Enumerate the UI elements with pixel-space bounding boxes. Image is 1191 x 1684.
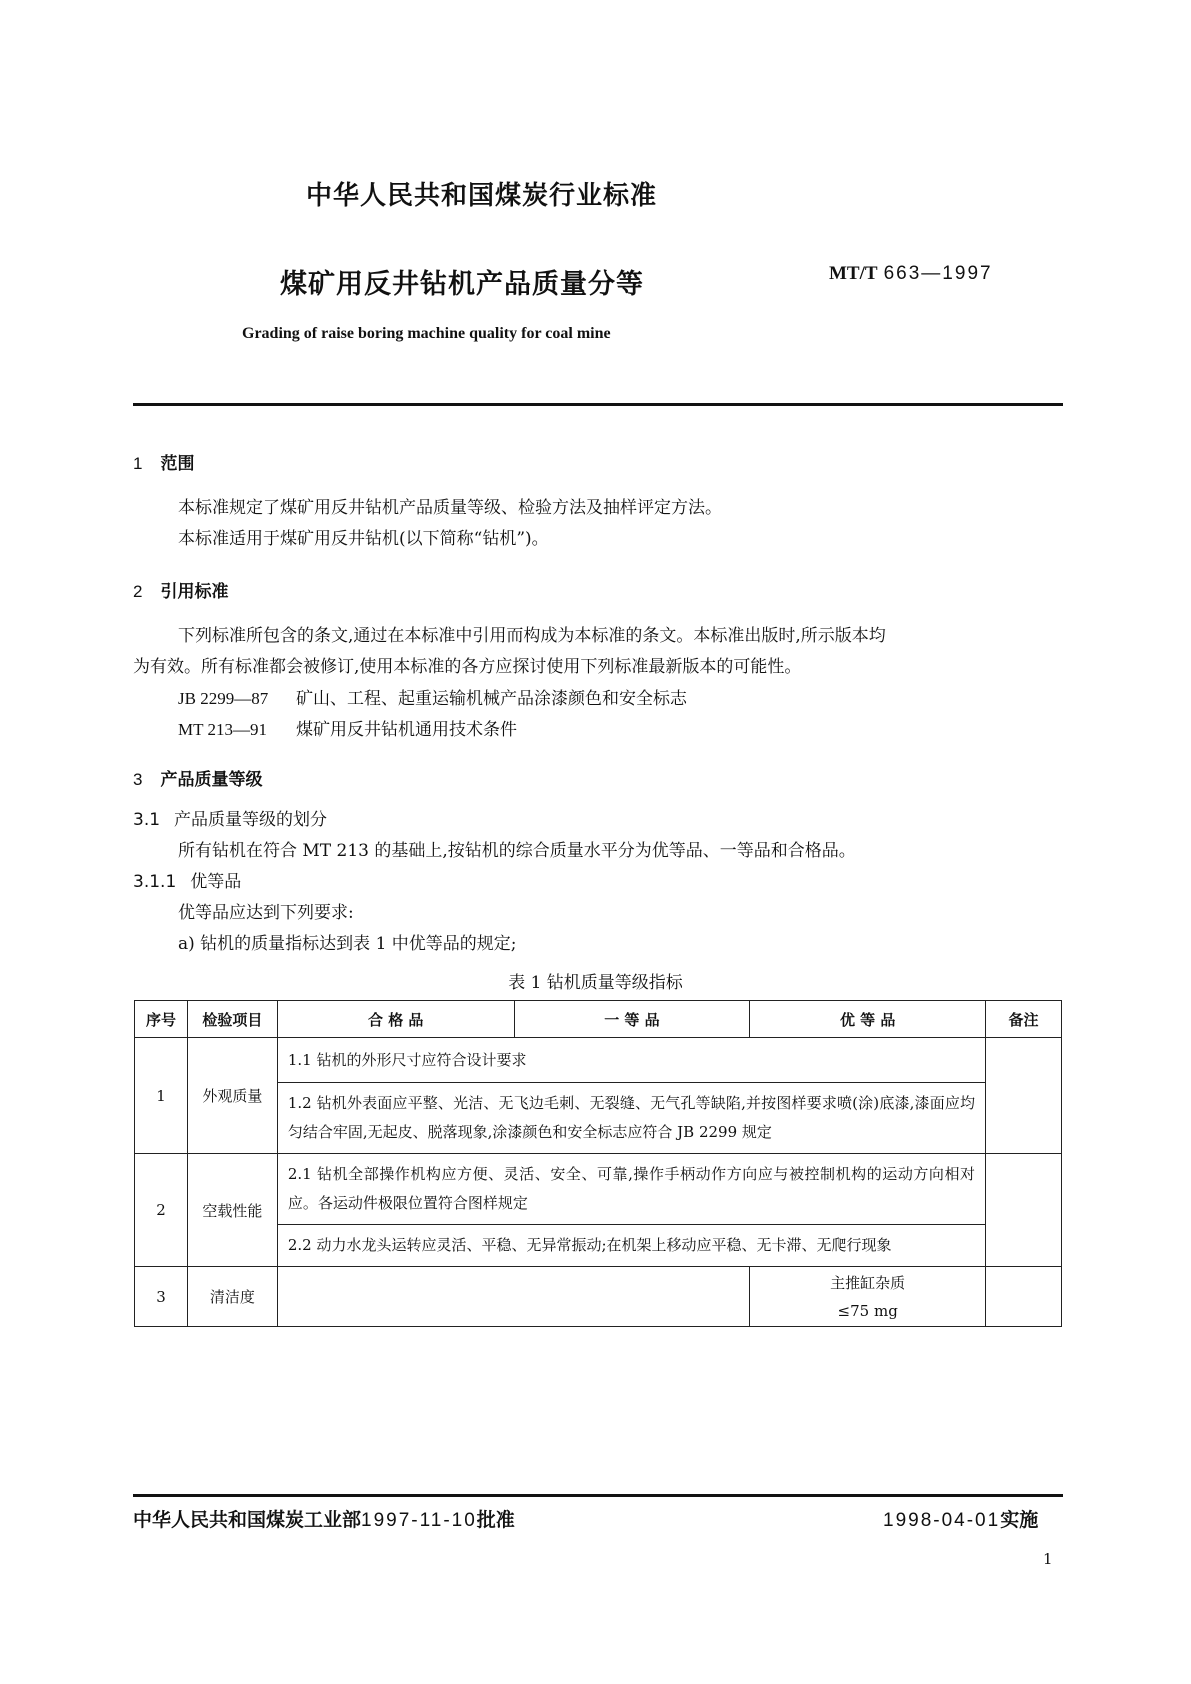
section-number: 3 (133, 770, 143, 789)
section-2-paragraph-line-2: 为有效。所有标准都会被修订,使用本标准的各方应探讨使用下列标准最新版本的可能性。 (133, 657, 802, 677)
row-number: 1 (135, 1038, 188, 1154)
subsection-3-1-text: 所有钻机在符合 MT 213 的基础上,按钻机的综合质量水平分为优等品、一等品和合格品。 (178, 841, 856, 861)
section-title: 引用标准 (160, 582, 229, 602)
reference-item (178, 714, 517, 746)
table-caption: 表 1 钻机质量等级指标 (508, 973, 683, 993)
inspection-item: 空载性能 (187, 1154, 277, 1267)
approval-suffix: 批准 (476, 1509, 515, 1531)
reference-code: JB 2299—87 (178, 689, 269, 708)
premium-requirement-line-2: ≤75 mg (837, 1301, 898, 1320)
section-1-heading (133, 449, 194, 474)
subsection-3-1-1-text: 优等品应达到下列要求: (178, 903, 354, 923)
requirement-text: 1.2 钻机外表面应平整、光洁、无飞边毛刺、无裂缝、无气孔等缺陷,并按图样要求喷(涂)底漆,漆面应均匀结合牢固,无起皮、脱落现象,涂漆颜色和安全标志应符合 JB 2299 规定 (277, 1083, 985, 1154)
header-qualified: 合 格 品 (277, 1001, 514, 1038)
effective-statement (883, 1505, 1038, 1532)
inspection-item: 清洁度 (187, 1267, 277, 1327)
section-title: 产品质量等级 (160, 770, 263, 790)
english-title: Grading of raise boring machine quality for coal mine (242, 325, 611, 342)
remark-cell (986, 1267, 1062, 1327)
section-number: 1 (133, 454, 143, 473)
document-title: 煤矿用反井钻机产品质量分等 (280, 269, 644, 300)
remark-cell (986, 1154, 1062, 1267)
premium-cell (750, 1267, 986, 1327)
requirement-text: 2.2 动力水龙头运转应灵活、平稳、无异常振动;在机架上移动应平稳、无卡滞、无爬行现象 (277, 1225, 985, 1267)
header-item: 检验项目 (187, 1001, 277, 1038)
standard-category-heading: 中华人民共和国煤炭行业标准 (306, 181, 658, 211)
subsection-title: 优等品 (190, 872, 242, 892)
section-2-paragraph-line-1: 下列标准所包含的条文,通过在本标准中引用而构成为本标准的条文。本标准出版时,所示版本均 (178, 626, 886, 646)
approval-statement (133, 1505, 515, 1532)
subsection-3-1-1-heading (133, 867, 241, 898)
reference-item (178, 683, 687, 715)
header-first-grade: 一 等 品 (514, 1001, 750, 1038)
standard-code-number: 663—1997 (883, 263, 993, 284)
table-row (135, 1038, 1062, 1083)
standard-code (829, 262, 993, 285)
inspection-item: 外观质量 (187, 1038, 277, 1154)
header-divider (133, 403, 1063, 406)
row-number: 2 (135, 1154, 188, 1267)
quality-grade-table (134, 1000, 1062, 1327)
premium-requirement-line-1: 主推缸杂质 (830, 1273, 906, 1292)
section-number: 2 (133, 582, 143, 601)
requirement-item-a: a) 钻机的质量指标达到表 1 中优等品的规定; (178, 934, 517, 954)
header-premium: 优 等 品 (750, 1001, 986, 1038)
table-header-row (135, 1001, 1062, 1038)
requirement-text: 1.1 钻机的外形尺寸应符合设计要求 (277, 1038, 985, 1083)
remark-cell (986, 1038, 1062, 1154)
footer-divider (133, 1494, 1063, 1497)
requirement-text: 2.1 钻机全部操作机构应方便、灵活、安全、可靠,操作手柄动作方向应与被控制机构的运动方向相对应。各运动件极限位置符合图样规定 (277, 1154, 985, 1225)
table-row (135, 1267, 1062, 1327)
subsection-number: 3.1 (133, 810, 161, 830)
row-number: 3 (135, 1267, 188, 1327)
section-1-paragraph-1: 本标准规定了煤矿用反井钻机产品质量等级、检验方法及抽样评定方法。 (178, 498, 722, 518)
section-2-heading (133, 577, 228, 602)
effective-suffix: 实施 (1000, 1509, 1039, 1531)
standard-code-prefix: MT/T (829, 263, 878, 284)
reference-code: MT 213—91 (178, 720, 267, 739)
section-1-paragraph-2: 本标准适用于煤矿用反井钻机(以下简称“钻机”)。 (178, 529, 549, 549)
section-3-heading (133, 765, 262, 790)
effective-date: 1998-04-01 (883, 1510, 1001, 1531)
section-title: 范围 (160, 454, 195, 474)
approval-date: 1997-11-10 (361, 1510, 477, 1531)
header-remark: 备注 (986, 1001, 1062, 1038)
reference-title: 煤矿用反井钻机通用技术条件 (296, 720, 517, 740)
subsection-3-1-heading (133, 805, 327, 836)
header-seq: 序号 (135, 1001, 188, 1038)
subsection-title: 产品质量等级的划分 (174, 810, 328, 830)
reference-title: 矿山、工程、起重运输机械产品涂漆颜色和安全标志 (296, 689, 687, 709)
subsection-number: 3.1.1 (133, 872, 177, 892)
page-number: 1 (1043, 1550, 1053, 1568)
approval-org: 中华人民共和国煤炭工业部 (133, 1509, 362, 1531)
qualified-first-grade-cell (277, 1267, 749, 1327)
table-row (135, 1154, 1062, 1225)
